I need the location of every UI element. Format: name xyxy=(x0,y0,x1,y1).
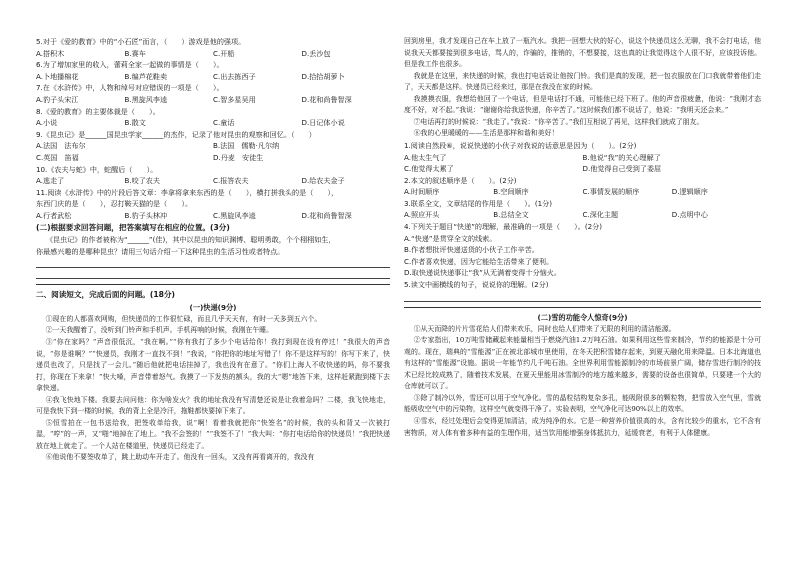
question-8-options xyxy=(36,117,390,129)
option: D.日记体小说 xyxy=(301,118,345,128)
question-9-options-b xyxy=(36,152,390,164)
option: A.小说 xyxy=(36,118,58,128)
option: C.智多星吴用 xyxy=(213,94,256,104)
passage-paragraph: 我摸摸衣服，我想给他回了一个电话，但是电话打不通，可能他已经下班了。他的声音很疲惫，他说：“我刚才态度不好，对不起。”我说：“谢谢你给我送快递，你辛苦了。”这时候我们都不说话了，他说：“我明天还会来。” xyxy=(404,94,761,115)
passage-paragraph: 回到房里，我才发现自己在车上放了一瓶汽水。我把一回想大伙的好心，说这个快递员这么无聊，我不会打电话，他说我天天都要接到很多电话，骂人的，诈骗的，推销的，不想要接，这也真的让我觉得这个人很不好，应该投诉他。但是我工作也很多。 xyxy=(404,37,761,69)
question-8: 8.《爱的教育》的主要体裁是（ ）。 xyxy=(36,106,160,116)
passage-paragraph: 我就是在这里，来快递的时候，我也打电话说让他按门铃。我们是真的发现，把一包衣服放在门口我就带着他们走了，天天都是这样。快递员已经来过，那是在我没在家的时候。 xyxy=(404,71,761,92)
question-11-options xyxy=(36,210,390,222)
option: C.报答农夫 xyxy=(213,176,249,186)
question-11-cont: 东西门庆的是（ ），忍打鞍天猫的是（ ）。 xyxy=(36,199,193,209)
option: A.搭积木 xyxy=(36,48,65,58)
option: A.豹子头宋江 xyxy=(36,94,79,104)
divider xyxy=(404,307,761,308)
option: C.事情发展的顺序 xyxy=(582,187,640,197)
question-3-options xyxy=(404,209,761,221)
question-1-options-b xyxy=(404,163,761,175)
passage-paragraph: ⑤恒雪拍在一包书送给我，把签收单给我，说“啊！看着我就把你“快签名”的时候，我的头和背又一次被打湿，“哼”的一声，又“啪”地掉在了地上。“我不会签的！”“我签不了！”我大叫：“你打电话给你的快递员！”我把快递放在地上就走了。一个人站在楼道里，快递员已经走了。 xyxy=(36,418,390,450)
divider xyxy=(36,284,390,285)
left-column xyxy=(36,36,390,464)
option: C.童话 xyxy=(213,118,235,128)
option: B.编芦花鞋卖 xyxy=(124,71,168,81)
passage-paragraph: ①从天而降的片片雪花给人们带来欢乐，同时也给人们带来了无限的利用的清洁能源。 xyxy=(413,324,676,333)
option: B.总结全文 xyxy=(493,210,529,220)
passage-paragraph: ⑦电话再打的时候说：“我走了。”我说：“你辛苦了。”我们互相说了再见，这样我们就成了朋友。 xyxy=(413,117,704,126)
answer-line[interactable] xyxy=(404,291,761,302)
option: A.“快递”是贯穿全文的线索。 xyxy=(404,233,497,243)
question-5-options xyxy=(36,48,390,60)
question-4: 4.下列关于题目“快递”的理解，最准确的一项是（ ）。(2分) xyxy=(404,222,602,232)
passage-title: (一)快递(9分) xyxy=(189,302,237,312)
option: D.丹麦 安徒生 xyxy=(213,152,264,162)
question-2-options xyxy=(404,186,761,198)
option: C.黑旋风李逵 xyxy=(213,210,256,220)
section-prompt-cont: 你最感兴趣的是哪种昆虫？请用三句话介绍一下这种昆虫的生活习性或者特点。 xyxy=(36,246,285,256)
passage-paragraph: ③除了制冷以外，雪还可以用于空气净化。雪的晶粒结构复杂多孔，能吸附很多的颗粒物，把雪放入空气里，雪就能吸收空气中的污染物，这样空气就变得干净了。实验表明，空气净化可达90%以上的效率。 xyxy=(404,393,761,414)
option: B.黑旋风李逵 xyxy=(124,94,168,104)
question-3: 3.联系全文，文章结尾的作用是（ ）。(1分) xyxy=(404,198,553,208)
passage-paragraph: ②一天我醒着了，没听到门铃声和手机声。手机再响的时候，我刚在午睡。 xyxy=(45,326,274,335)
option: B.他说“我”的关心理解了 xyxy=(582,152,661,162)
option: A.他太生气了 xyxy=(404,152,447,162)
question-1-options xyxy=(404,152,761,164)
question-7-options xyxy=(36,94,390,106)
option: D.丢沙包 xyxy=(301,48,331,58)
option: D.给农夫金子 xyxy=(301,176,345,186)
option: D.逻辑顺序 xyxy=(671,187,708,197)
section-heading: (二)根据要求回答问题，把答案填写在相应的位置。(3分) xyxy=(36,222,230,232)
option: D.花和尚鲁智深 xyxy=(301,210,352,220)
option: B.豹子头林冲 xyxy=(124,210,168,220)
passage-paragraph: ④雪水，经过处理后会变得更加清洁，成为纯净的水。它是一种营养价值很高的水，含有比较少的重水，它不含有害物质，对人体有着多种有益的生理作用，适当饮用能增强身体抵抗力，延缓衰老，有利于人体健康。 xyxy=(404,417,761,437)
option: B.法国 儒勒·凡尔纳 xyxy=(213,141,280,151)
answer-line[interactable] xyxy=(36,257,390,268)
question-6: 6.为了增加家里的收入，蕾莉全家一起做的事情是（ ）。 xyxy=(36,60,224,70)
option: C.英国 笛福 xyxy=(36,152,79,162)
answer-line[interactable] xyxy=(36,268,390,279)
option: D.他觉得自己受到了委屈 xyxy=(582,164,662,174)
passage-paragraph: ③“你在家吗？”声音很低沉，“我在啊。”“你有我打了多少个电话给你！我打到现在没有停过！”我很大的声音说，“你是谁啊？”“快递员，我刚才一直找不到！”我说，“你把你的地址写错了！你不是这样写的！你写下来了，快递员也改了，只是找了一会儿。”随后他就把电话挂掉了，我也没有在意了。“你们上海人不收快递的吗，你不要我打，你现在下来拿！”快大嗓，声音带着怒气。我摸了一下发热的额头，我的大“嗯”地答下来，这样赶紧跑到楼下去拿快递。 xyxy=(36,337,390,393)
question-1: 1.阅读自然段⑥，说说快递的小伙子对我说的话意思是因为（ ）。(2分) xyxy=(404,140,637,150)
question-9-options xyxy=(36,140,390,152)
option: A.卜地播棉花 xyxy=(36,71,79,81)
option: B.赛车 xyxy=(124,48,146,58)
option: D.花和尚鲁智深 xyxy=(301,94,352,104)
passage-paragraph: ①现在的人都喜欢网购，但快递员的工作很忙碌，而且几乎天天有，有时一天多到五六个。 xyxy=(45,314,322,323)
passage-paragraph: ⑧我的心里暖暖的——生活是那样和谐和美好！ xyxy=(413,129,559,138)
question-5: 5.读文中画横线的句子，说说你的理解。(2分) xyxy=(404,280,549,290)
right-column xyxy=(404,36,761,439)
option: C.开船 xyxy=(213,48,235,58)
option: A.行者武松 xyxy=(36,210,72,220)
option: D.拾拾胡萝卜 xyxy=(301,71,345,81)
question-7: 7.在《水浒传》中，人物和绰号对应错误的一项是（ ）。 xyxy=(36,83,224,93)
question-10-options xyxy=(36,175,390,187)
option: D.取快递说快递事让“我”从无满着变得十分恼火。 xyxy=(404,268,561,278)
part-heading: 二、阅读短文，完成后面的问题。(18分) xyxy=(36,290,176,300)
passage-title: (二)雪的功能令人惊奇(9分) xyxy=(537,312,628,322)
option: C.他觉得太累了 xyxy=(404,164,454,174)
passage-paragraph: ④我飞快地下楼。我要去问问他：你为啥发火？我的地址我没有写清楚还说是让我着急吗？二楼，我飞快地走，可是我快下到一楼的时候，我的背上全是冷汗，拖鞋都快要掉下来了。 xyxy=(36,395,390,416)
passage-paragraph: ②专家指出，10万吨雪储藏起来能量相当于燃烧汽油1.2万吨石油。如果利用这些雪来制冷，节约的能源是十分可观的。现在，瑞典的“雪能源”正在被北部城市里使用，在冬天把积雪储存起来，到夏天融化用来降温。日本北海道也有这样的“雪能源”设施。据说一年能节约几千吨石油。全世界利用雪能源制冷的市场前景广阔，储存雪进行制冷的技术已经比较成熟了，随着技术发展，在夏天里能用冰雪制冷的地方越来越多，需要的设备也很简单，只要建一个大的仓库就可以了。 xyxy=(404,336,761,391)
option: C.深化主题 xyxy=(582,210,619,220)
question-2: 2.本文的叙述顺序是（ ）。(2分) xyxy=(404,175,517,185)
question-11: 11.阅读《水浒传》中的片段后答文章：李拿将拿来东西的是（ ），横打拼我头的是（ ）， xyxy=(36,187,339,197)
question-10: 10.《农夫与蛇》中，蛇醒后（ ）。 xyxy=(36,164,158,174)
option: A.照应开头 xyxy=(404,210,440,220)
option: C.作者喜欢快递，因为它能给生活带来了便利。 xyxy=(404,256,554,266)
option: C.出去拣西子 xyxy=(213,71,256,81)
passage-paragraph: ⑥他说他不要签收单了，跳上助动车开走了。他没有一回头，又没有再看离开的，我没有 xyxy=(45,453,315,462)
option: D.点明中心 xyxy=(671,210,708,220)
question-5: 5.对于《爱的教育》中的“小石匠”而言，（ ）游戏是他的强项。 xyxy=(36,37,246,46)
option: B.咬了农夫 xyxy=(124,176,160,186)
option: A.逃走了 xyxy=(36,176,65,186)
option: A.法国 法布尔 xyxy=(36,141,86,151)
question-6-options xyxy=(36,71,390,83)
section-prompt: 《昆虫记》的作者被称为“______”(佳)，其中以昆虫的知识渊博、聪明勇敢，个个栩栩如生， xyxy=(45,235,336,245)
option: B.作者想批评快递送货的小伙子工作辛苦。 xyxy=(404,245,539,255)
question-9: 9.《昆虫记》是______国昆虫学家______的杰作，记录了他对昆虫的观察和回忆。（ ） xyxy=(36,129,316,139)
option: B.散文 xyxy=(124,118,146,128)
option: B.空间顺序 xyxy=(493,187,529,197)
option: A.时间顺序 xyxy=(404,187,440,197)
